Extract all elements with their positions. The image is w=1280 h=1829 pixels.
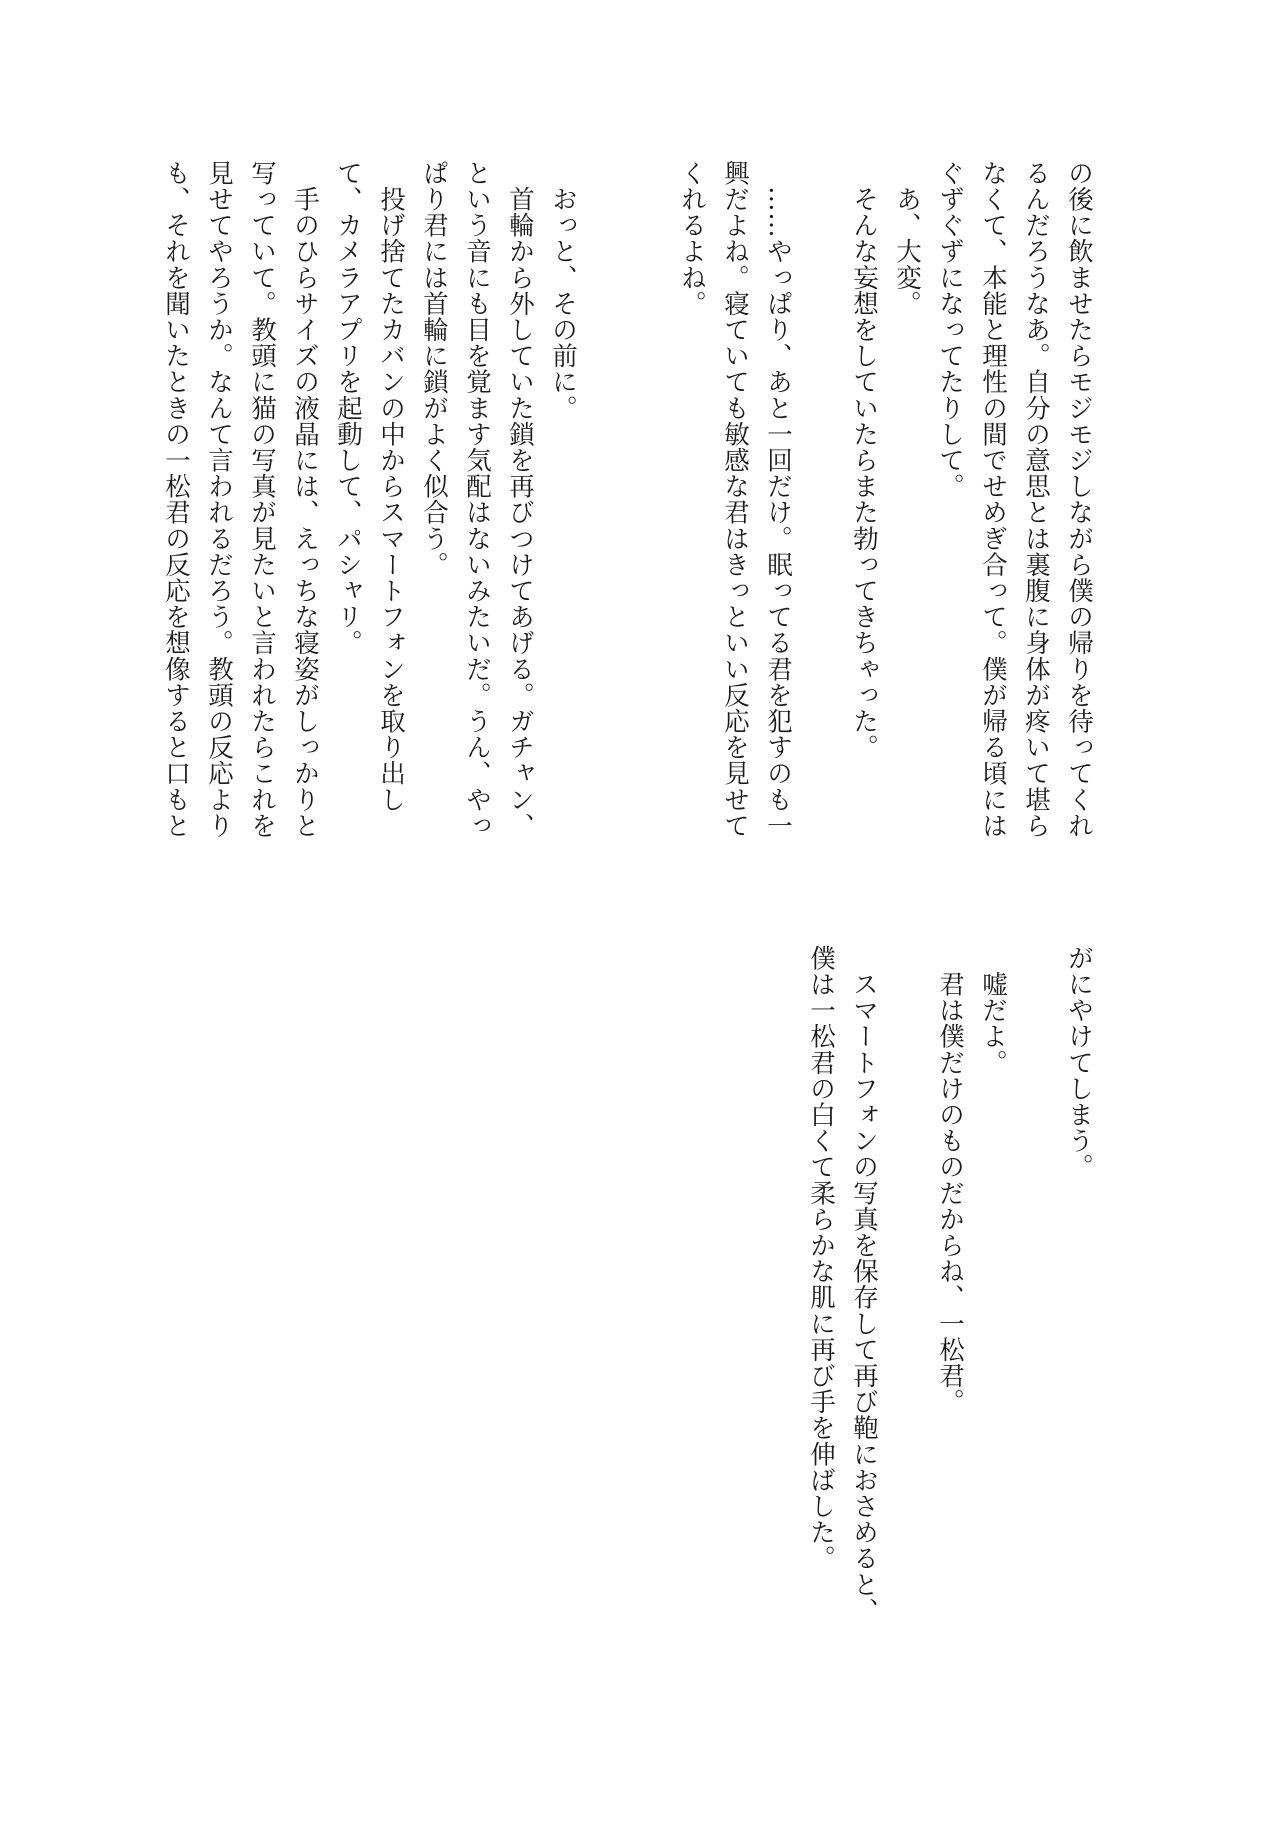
text-line: スマートフォンの写真を保存して再び鞄におさめると、 xyxy=(849,945,879,1624)
text-line: 投げ捨てたカバンの中からスマートフォンを取り出し xyxy=(376,160,406,813)
text-line: なくて、本能と理性の間でせめぎ合って。僕が帰る頃には xyxy=(978,160,1008,839)
text-line: ぱり君には首輪に鎖がよく似合う。 xyxy=(419,160,449,578)
text-line: がにやけてしまう。 xyxy=(1064,945,1094,1180)
blank-line xyxy=(627,160,670,880)
text-line: の後に飲ませたらモジモジしながら僕の帰りを待ってくれ xyxy=(1064,160,1094,839)
text-line: そんな妄想をしていたらまた勃ってきちゃった。 xyxy=(849,160,879,761)
text-line: という音にも目を覚ます気配はないみたいだ。うん、やっ xyxy=(462,160,492,839)
blank-line xyxy=(584,160,627,880)
text-line: ぐずぐずになってたりして。 xyxy=(935,160,965,500)
lower-text-block xyxy=(799,945,1100,1665)
text-line: くれるよね。 xyxy=(677,160,707,317)
text-line: あ、大変。 xyxy=(892,160,922,317)
blank-line xyxy=(1014,945,1057,1665)
text-line: 写っていて。教頭に猫の写真が見たいと言われたらこれを xyxy=(247,160,277,839)
text-line: て、カメラアプリを起動して、パシャリ。 xyxy=(333,160,363,656)
text-line: 興だよね。寝ていても敏感な君はきっといい反応を見せて xyxy=(720,160,750,839)
upper-text-block xyxy=(154,160,1100,880)
text-line: ……やっぱり、あと一回だけ。眠ってる君を犯すのも一 xyxy=(763,160,793,839)
text-line: 首輪から外していた鎖を再びつけてあげる。ガチャン、 xyxy=(505,160,535,839)
text-line: 嘘だよ。 xyxy=(978,945,1008,1076)
text-line: おっと、その前に。 xyxy=(548,160,578,421)
text-line: 君は僕だけのものだからね、一松君。 xyxy=(935,945,965,1415)
text-line: 見せてやろうか。なんて言われるだろう。教頭の反応より xyxy=(204,160,234,839)
blank-line xyxy=(885,945,928,1665)
blank-line xyxy=(799,160,842,880)
text-line: 僕は一松君の白くて柔らかな肌に再び手を伸ばした。 xyxy=(806,945,836,1572)
text-line: も、それを聞いたときの一松君の反応を想像すると口もと xyxy=(161,160,191,839)
text-line: るんだろうなあ。自分の意思とは裏腹に身体が疼いて堪ら xyxy=(1021,160,1051,839)
text-line: 手のひらサイズの液晶には、えっちな寝姿がしっかりと xyxy=(290,160,320,839)
